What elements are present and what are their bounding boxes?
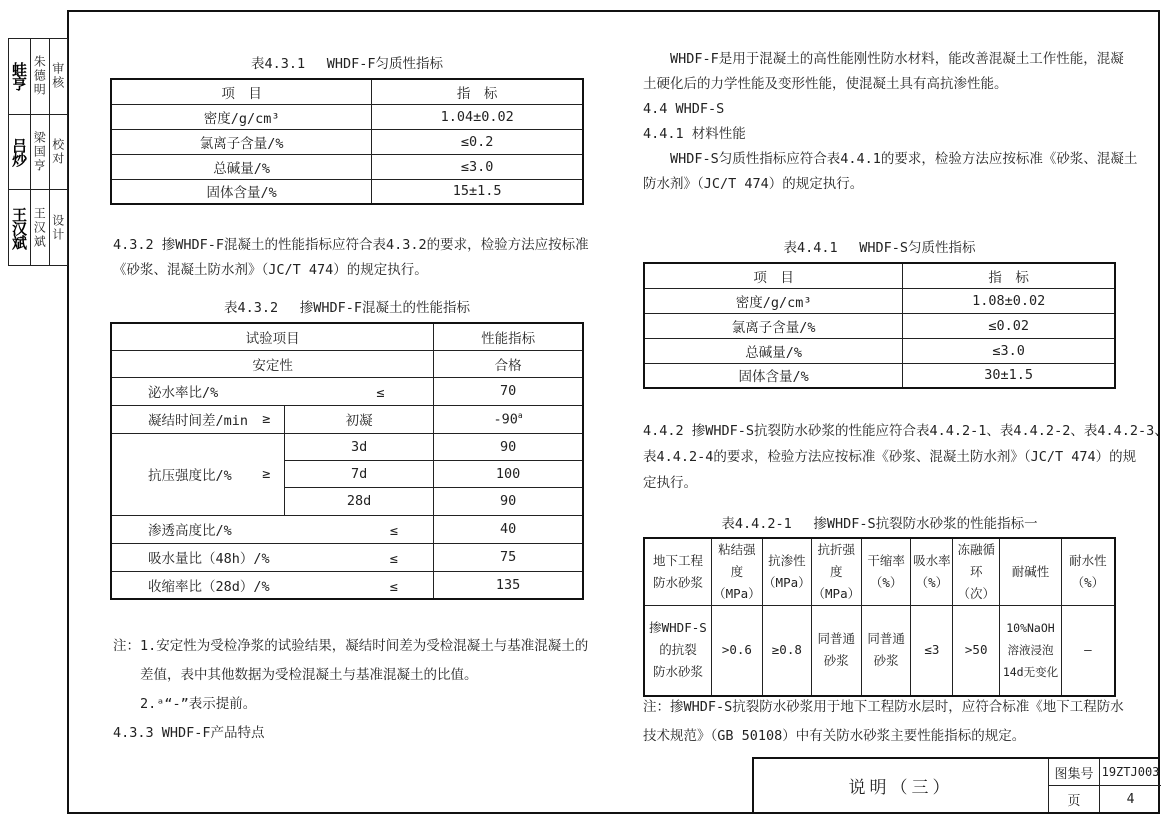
title-block-grid — [1048, 759, 1161, 812]
signature-design: 王汉斌 — [10, 206, 28, 249]
table-cell: 7d — [284, 460, 433, 487]
table-cell: ≤0.02 — [903, 313, 1115, 338]
table-cell: 28d — [284, 487, 433, 515]
header-line: 抗渗性 — [768, 553, 806, 568]
table-row — [644, 338, 1115, 363]
cell-line: 砂浆 — [873, 653, 899, 669]
page-label: 页 — [1049, 786, 1100, 812]
table-cell: 30±1.5 — [903, 363, 1115, 388]
paragraph-432 — [113, 233, 589, 283]
name-design: 王汉斌 — [30, 190, 49, 265]
header-line: 耐水性 — [1069, 553, 1107, 568]
header-line: 干缩率 — [867, 553, 905, 568]
header-line: （MPa） — [713, 586, 761, 601]
cell-line: 14d无变化 — [1002, 665, 1059, 680]
table-cell: 密度/g/cm³ — [644, 288, 903, 313]
table-cell: ≤0.2 — [372, 129, 583, 154]
header-line: （%） — [869, 575, 903, 590]
row-label: 渗透高度比/% — [148, 523, 232, 539]
role-check: 校对 — [49, 115, 68, 190]
signature-review: 蛙亨 — [10, 62, 28, 91]
paragraph-line: 防水剂》（JC/T 474）的规定执行。 — [643, 176, 864, 192]
section-heading: 4.4 WHDF-S — [643, 101, 725, 117]
table-row — [111, 571, 583, 599]
header-line: 冻融循环 — [957, 542, 995, 579]
operator: ≤ — [389, 578, 398, 595]
table-cell: 安定性 — [111, 350, 434, 377]
table-cell — [644, 606, 711, 696]
row-label: 收缩率比（28d）/% — [148, 578, 270, 595]
value: -90 — [493, 411, 518, 428]
header-line: （%） — [915, 575, 949, 590]
table-cell: 100 — [434, 460, 583, 487]
right-intro — [643, 47, 1137, 197]
paragraph-line: 4.3.2 掺WHDF-F混凝土的性能指标应符合表4.3.2的要求，检验方法应按标准 — [113, 237, 589, 253]
row-label: 泌水率比/% — [148, 385, 219, 401]
header-line: 耐碱性 — [1011, 564, 1050, 579]
table-row — [111, 104, 583, 129]
signature-check: 吕炒 — [10, 138, 28, 166]
table-row — [111, 377, 583, 405]
table-432 — [110, 322, 584, 600]
header-line: （MPa） — [763, 575, 811, 590]
table-header-cell — [911, 538, 953, 606]
table-row — [111, 515, 583, 543]
header-line: 地下工程 — [652, 553, 703, 568]
table-441-caption: 表4.4.1 WHDF-S匀质性指标 — [783, 240, 976, 256]
paragraph-line: 《砂浆、混凝土防水剂》（JC/T 474）的规定执行。 — [113, 262, 428, 278]
table-row — [111, 79, 583, 104]
note-line: 注：1.安定性为受检净浆的试验结果，凝结时间差为受检混凝土与基准混凝土的 — [113, 638, 589, 654]
table-header-cell: 指 标 — [903, 263, 1115, 288]
table-cell: ≤3.0 — [372, 154, 583, 179]
table-cell: ≤3.0 — [903, 338, 1115, 363]
notes-432 — [113, 632, 588, 748]
page-number: 4 — [1126, 791, 1135, 807]
table-cell: 固体含量/% — [111, 179, 372, 204]
note-line: 差值，表中其他数据为受检混凝土与基准混凝土的比值。 — [140, 667, 478, 683]
table-cell — [111, 515, 434, 543]
atlas-label: 图集号 — [1049, 759, 1100, 786]
cell-line: 砂浆 — [823, 653, 849, 669]
table-header-cell — [953, 538, 1000, 606]
atlas-number: 19ZTJ003 — [1100, 759, 1161, 786]
table-row — [111, 154, 583, 179]
table-row — [644, 606, 1115, 696]
table-cell: 抗压强度比/% — [111, 433, 249, 515]
table-cell — [111, 543, 434, 571]
table-cell: >0.6 — [711, 606, 762, 696]
operator: ≤ — [389, 523, 399, 539]
table-row — [644, 288, 1115, 313]
table-cell: 3d — [284, 433, 433, 460]
role-design: 设计 — [49, 190, 68, 265]
signature-sidebar — [8, 38, 68, 266]
drawing-title: 说明（三） — [848, 778, 954, 798]
cell-line: 的抗裂 — [659, 642, 697, 658]
paragraph-line: 定执行。 — [643, 475, 697, 491]
table-row — [111, 405, 583, 433]
table-row — [111, 350, 583, 377]
table-cell: >50 — [953, 606, 1000, 696]
table-header-cell: 试验项目 — [111, 323, 434, 350]
table-row — [111, 323, 583, 350]
table-cell: 密度/g/cm³ — [111, 104, 372, 129]
table-4421 — [643, 537, 1116, 697]
note-line: 技术规范》（GB 50108）中有关防水砂浆主要性能指标的规定。 — [643, 728, 1026, 744]
table-431-caption: 表4.3.1 WHDF-F匀质性指标 — [250, 56, 444, 72]
table-cell: 凝结时间差/min — [111, 405, 249, 433]
table-cell: 1.04±0.02 — [372, 104, 583, 129]
section-heading: 4.4.1 材料性能 — [643, 126, 746, 142]
title-block — [752, 757, 1158, 812]
cell-line: 同普通 — [867, 631, 905, 647]
note-line: 2.ᵃ“-”表示提前。 — [140, 696, 257, 712]
table-cell: 90 — [434, 433, 583, 460]
table-cell: 75 — [434, 543, 583, 571]
table-441 — [643, 262, 1116, 389]
table-cell: 固体含量/% — [644, 363, 903, 388]
table-row — [111, 129, 583, 154]
sidebar-row-review — [9, 39, 67, 114]
table-cell: 15±1.5 — [372, 179, 583, 204]
paragraph-line: 表4.4.2-4的要求，检验方法应按标准《砂浆、混凝土防水剂》（JC/T 474）的规 — [643, 449, 1137, 465]
table-4421-caption: 表4.4.2-1 掺WHDF-S抗裂防水砂浆的性能指标一 — [721, 516, 1038, 532]
table-header-cell — [644, 538, 711, 606]
header-line: 抗折强度 — [817, 542, 856, 579]
section-heading: 4.3.3 WHDF-F产品特点 — [113, 725, 265, 741]
table-cell: 氯离子含量/% — [644, 313, 903, 338]
table-cell: 40 — [434, 515, 583, 543]
table-cell: 氯离子含量/% — [111, 129, 372, 154]
table-row — [644, 313, 1115, 338]
table-432-caption: 表4.3.2 掺WHDF-F混凝土的性能指标 — [223, 300, 471, 316]
operator: ≤ — [376, 385, 385, 401]
header-line: （次） — [957, 586, 995, 601]
name-review: 朱德明 — [30, 39, 49, 114]
table-431 — [110, 78, 584, 205]
table-header-cell: 项 目 — [111, 79, 372, 104]
table-cell: ≥0.8 — [762, 606, 811, 696]
header-line: （MPa） — [812, 586, 861, 601]
table-row — [644, 538, 1115, 606]
cell-line: 掺WHDF-S — [649, 620, 707, 636]
cell-line: 溶液浸泡 — [1007, 643, 1054, 658]
table-cell — [434, 405, 583, 433]
table-row — [111, 543, 583, 571]
table-header-cell — [811, 538, 861, 606]
table-cell: ≥ — [249, 433, 285, 515]
row-label: 吸水量比（48h）/% — [148, 551, 270, 567]
sidebar-row-check — [9, 114, 67, 190]
table-header-cell: 性能指标 — [434, 323, 583, 350]
header-line: 防水砂浆 — [652, 575, 703, 590]
paragraph-line: WHDF-S匀质性指标应符合表4.4.1的要求，检验方法应按标准《砂浆、混凝土 — [670, 151, 1138, 167]
cell-line: 防水砂浆 — [652, 664, 703, 680]
operator: ≤ — [389, 551, 398, 567]
table-cell: 总碱量/% — [111, 154, 372, 179]
table-cell: 初凝 — [284, 405, 433, 433]
table-cell — [111, 571, 434, 599]
header-line: 吸水率 — [913, 553, 951, 568]
table-cell: 合格 — [434, 350, 583, 377]
table-header-cell — [762, 538, 811, 606]
note-4421 — [643, 693, 1124, 751]
table-cell: 135 — [434, 571, 583, 599]
table-cell — [1000, 606, 1062, 696]
table-header-cell — [861, 538, 911, 606]
paragraph-line: 4.4.2 掺WHDF-S抗裂防水砂浆的性能应符合表4.4.2-1、表4.4.2-2、表4.4.2-3、 — [643, 423, 1168, 439]
table-cell — [861, 606, 911, 696]
name-check: 梁国亨 — [30, 115, 49, 190]
table-cell: 1.08±0.02 — [903, 288, 1115, 313]
table-header-cell — [1061, 538, 1115, 606]
table-cell: ≥ — [249, 405, 285, 433]
footnote-mark: a — [517, 410, 523, 420]
paragraph-line: WHDF-F是用于混凝土的高性能刚性防水材料，能改善混凝土工作性能，混凝 — [670, 51, 1124, 67]
paragraph-442 — [643, 418, 1168, 496]
table-row — [644, 363, 1115, 388]
table-header-cell: 项 目 — [644, 263, 903, 288]
paragraph-line: 土硬化后的力学性能及变形性能，使混凝土具有高抗渗性能。 — [643, 76, 1008, 92]
table-cell: — — [1061, 606, 1115, 696]
header-line: 粘结强度 — [718, 542, 756, 579]
table-cell: 总碱量/% — [644, 338, 903, 363]
table-header-cell — [711, 538, 762, 606]
table-header-cell — [1000, 538, 1062, 606]
table-cell: 70 — [434, 377, 583, 405]
table-cell — [811, 606, 861, 696]
cell-line: 同普通 — [817, 631, 856, 647]
table-row — [644, 263, 1115, 288]
table-cell: 90 — [434, 487, 583, 515]
note-line: 注：掺WHDF-S抗裂防水砂浆用于地下工程防水层时，应符合标准《地下工程防水 — [643, 699, 1124, 715]
sidebar-row-design — [9, 189, 67, 265]
table-row — [111, 433, 583, 460]
table-cell — [111, 377, 434, 405]
table-row — [111, 179, 583, 204]
table-header-cell: 指 标 — [372, 79, 583, 104]
cell-line: 10%NaOH — [1006, 621, 1055, 636]
table-cell: ≤3 — [911, 606, 953, 696]
role-review: 审核 — [49, 39, 68, 114]
header-line: （%） — [1071, 575, 1105, 590]
